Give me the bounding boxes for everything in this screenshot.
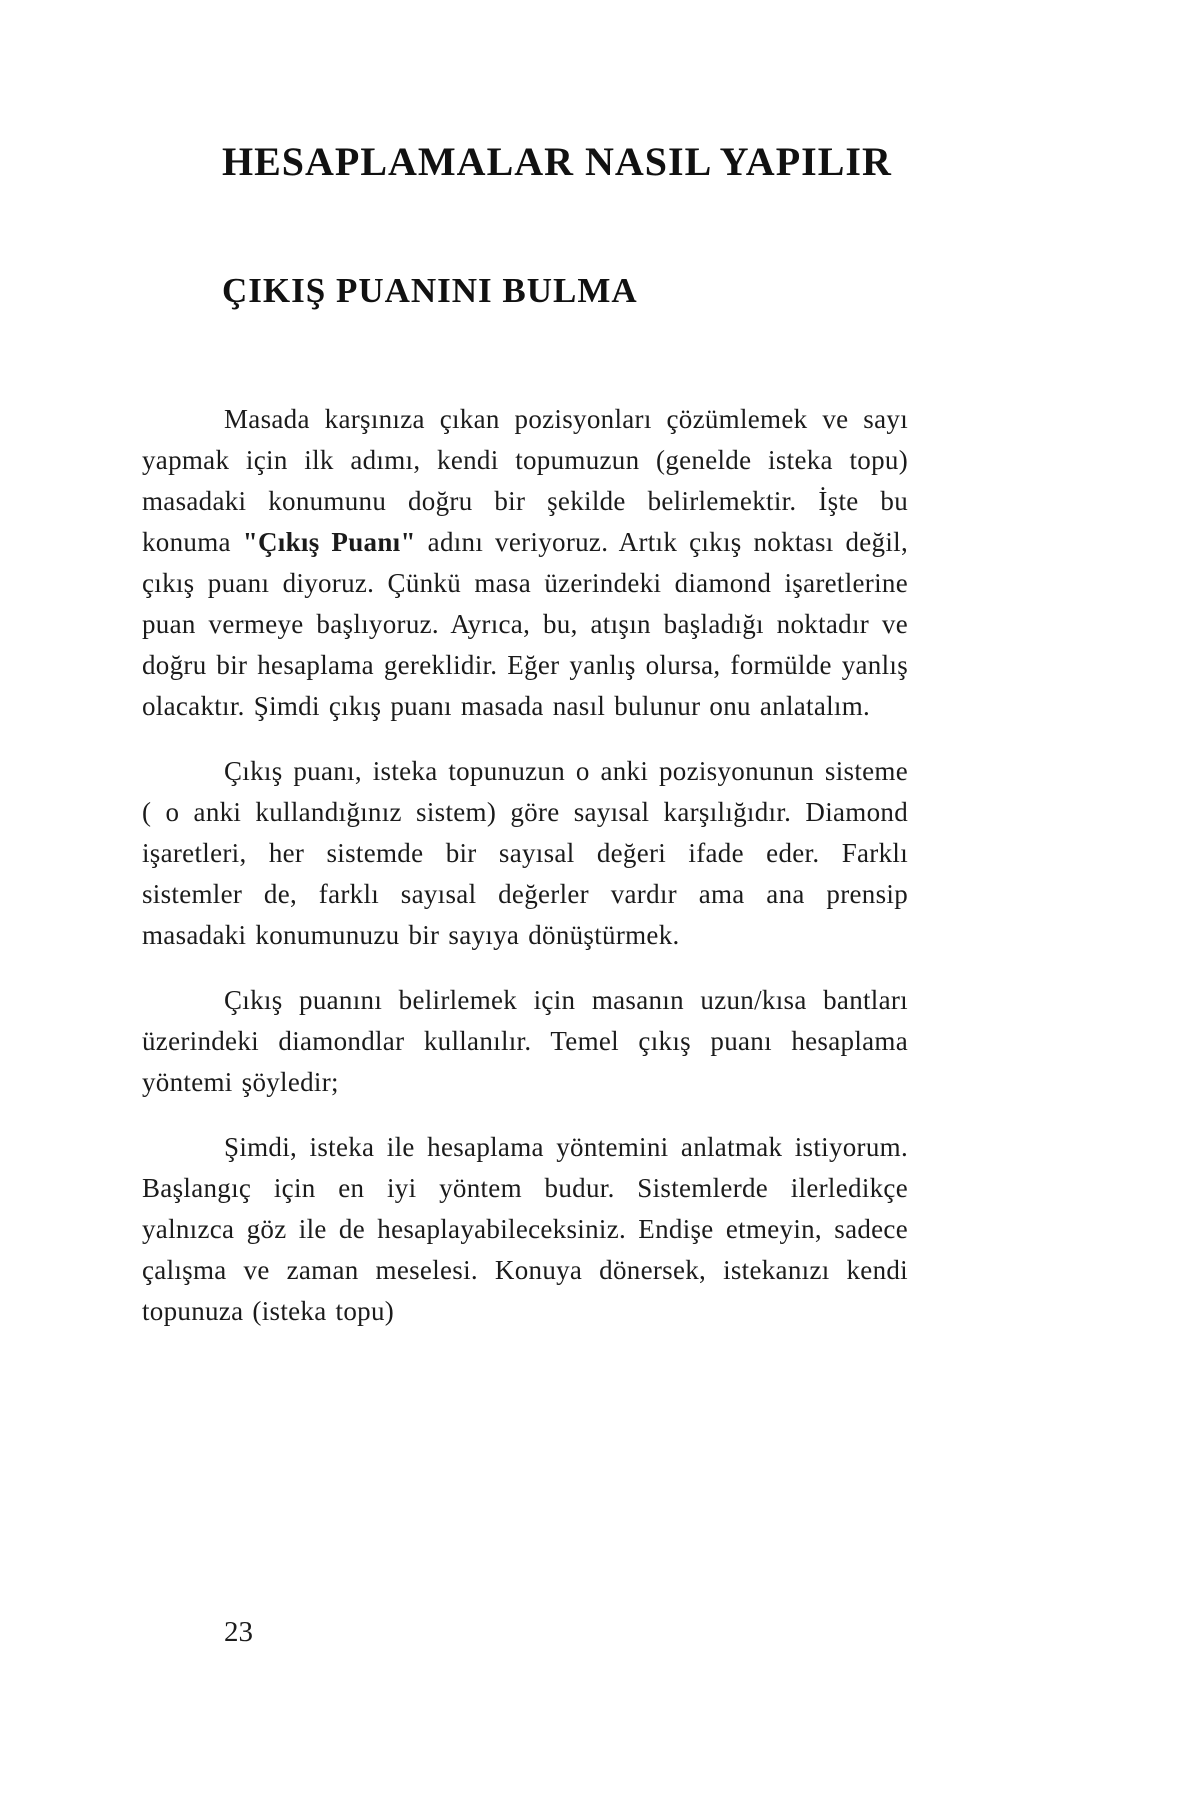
text-run: adını veriyoruz. Artık çıkış noktası değil, çıkış puanı diyoruz. Çünkü masa üzerindeki diamond işaretlerine puan vermeye başlıyoruz. Ayrıca, bu, atışın başladığı noktadır ve doğru bir hesaplama gereklidir. Eğer yanlış olursa, formülde yanlış olacaktır. Şimdi çıkış puanı masada nasıl bulunur onu anlatalım. [142,527,908,721]
section-heading: ÇIKIŞ PUANINI BULMA [222,271,638,310]
paragraph-2: Çıkış puanı, isteka topunuzun o anki pozisyonunun sisteme ( o anki kullandığınız sistem) göre sayısal karşılığıdır. Diamond işaretleri, her sistemde bir sayısal değeri ifade eder. Farklı sistemler de, farklı sayısal değerler vardır ama ana prensip masadaki konumunuzu bir sayıya dönüştürmek. [142,756,908,950]
body-text [142,399,908,1332]
paragraph-4: Şimdi, isteka ile hesaplama yöntemini anlatmak istiyorum. Başlangıç için en iyi yöntem budur. Sistemlerde ilerledikçe yalnızca göz ile de hesaplayabileceksiniz. Endişe etmeyin, sadece çalışma ve zaman meselesi. Konuya dönersek, istekanızı kendi topunuza (isteka topu) [142,1132,908,1326]
paragraph-3: Çıkış puanını belirlemek için masanın uzun/kısa bantları üzerindeki diamondlar kullanılır. Temel çıkış puanı hesaplama yöntemi şöyledir; [142,985,908,1097]
page-title: HESAPLAMALAR NASIL YAPILIR [222,139,892,184]
page-content [142,138,908,1356]
text-run: Masada karşınıza çıkan pozisyonları çözümlemek ve sayı yapmak için ilk adımı, kendi topumuzun (genelde isteka topu) masadaki konumunu doğru bir şekilde belirlemektir. İşte bu konuma [142,404,908,557]
paragraph-1 [142,399,908,727]
page-number: 23 [224,1616,253,1648]
bold-term-cikis-puani: "Çıkış Puanı" [242,527,416,557]
